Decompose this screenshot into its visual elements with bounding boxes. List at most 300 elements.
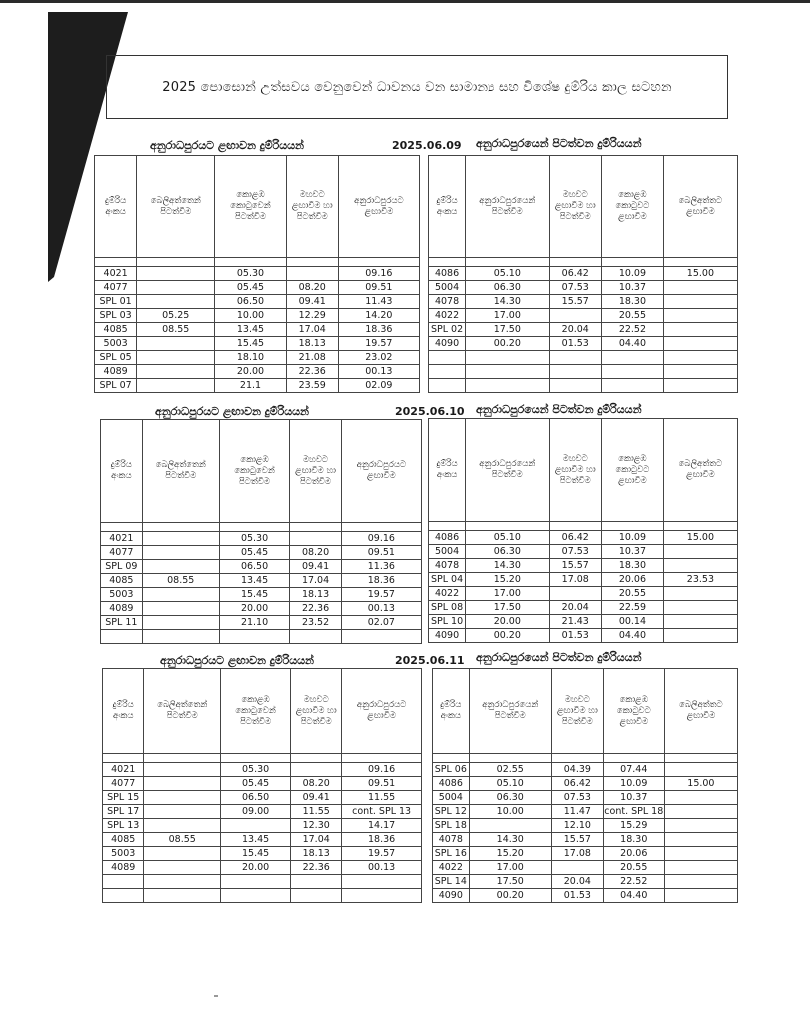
time-cell — [290, 630, 341, 644]
time-cell: 00.20 — [466, 337, 549, 351]
table-row — [101, 532, 422, 546]
time-cell — [549, 351, 602, 365]
table-row — [429, 281, 738, 295]
table-row — [95, 337, 420, 351]
train-number-cell: 4089 — [103, 861, 144, 875]
time-cell — [602, 351, 664, 365]
time-cell — [142, 630, 219, 644]
table-row — [103, 875, 422, 889]
time-cell — [549, 309, 602, 323]
time-cell: 02.09 — [338, 379, 419, 393]
time-cell: 21.43 — [549, 615, 602, 629]
time-cell: 06.50 — [221, 791, 291, 805]
time-cell: 05.30 — [221, 763, 291, 777]
time-cell: 09.00 — [221, 805, 291, 819]
column-header: බෙලිඅත්තට ළඟාවීම — [663, 156, 737, 258]
column-header: බෙලිඅත්තට ළඟාවීම — [663, 419, 737, 522]
time-cell — [219, 630, 290, 644]
time-cell: 04.39 — [551, 763, 603, 777]
time-cell — [663, 295, 737, 309]
time-cell: 15.20 — [466, 573, 549, 587]
table-row — [433, 763, 738, 777]
time-cell: 09.16 — [341, 532, 421, 546]
column-header: මහවට ළඟාවීම හා පිටත්වීම — [290, 420, 341, 523]
time-cell — [144, 889, 221, 903]
time-cell: 18.30 — [602, 559, 664, 573]
time-cell: 20.00 — [215, 365, 287, 379]
time-cell — [664, 805, 737, 819]
time-cell: 14.20 — [338, 309, 419, 323]
time-cell — [142, 532, 219, 546]
spacer-cell — [144, 754, 221, 763]
time-cell: 15.57 — [549, 559, 602, 573]
train-number-cell — [429, 379, 466, 393]
train-number-cell: 4085 — [95, 323, 137, 337]
time-cell: 08.20 — [286, 281, 338, 295]
time-cell: 10.00 — [215, 309, 287, 323]
spacer-cell — [219, 523, 290, 532]
time-cell — [142, 546, 219, 560]
time-cell: 20.06 — [602, 573, 664, 587]
time-cell: 18.30 — [603, 833, 664, 847]
time-cell — [144, 791, 221, 805]
time-cell — [664, 819, 737, 833]
table-row — [433, 805, 738, 819]
time-cell: 00.13 — [338, 365, 419, 379]
time-cell: 17.50 — [466, 601, 549, 615]
train-number-cell: 4086 — [429, 267, 466, 281]
time-cell: 05.10 — [466, 267, 549, 281]
table-row — [103, 791, 422, 805]
train-number-cell: SPL 02 — [429, 323, 466, 337]
column-header: දුම්රිය අංකය — [103, 669, 144, 754]
spacer-cell — [549, 522, 602, 531]
time-cell: 09.41 — [286, 295, 338, 309]
document-title: 2025 පොසොන් උත්සවය වෙනුවෙන් ධාවනය වන සාමාන්‍ය සහ විශේෂ දුම්රිය කාල සටහන — [106, 55, 728, 119]
section-3-out-title: අනුරාධපුරයෙන් පිටත්වන දුම්රියයන් — [476, 651, 642, 664]
section-1-date: 2025.06.09 — [392, 139, 462, 152]
train-number-cell: SPL 01 — [95, 295, 137, 309]
time-cell — [551, 861, 603, 875]
time-cell: 05.10 — [466, 531, 549, 545]
time-cell: 02.55 — [469, 763, 551, 777]
table-row — [101, 630, 422, 644]
column-header: අනුරාධපුරයට ළඟාවීම — [342, 669, 422, 754]
section-2-in-title: අනුරාධපුරයට ළඟාවන දුම්රියයන් — [155, 405, 309, 418]
time-cell — [341, 630, 421, 644]
table-row — [429, 587, 738, 601]
train-number-cell: 4078 — [433, 833, 470, 847]
section-3-in-title: අනුරාධපුරයට ළඟාවන දුම්රියයන් — [160, 654, 314, 667]
time-cell: 06.50 — [219, 560, 290, 574]
table-row — [433, 847, 738, 861]
time-cell — [144, 847, 221, 861]
train-number-cell: 4078 — [429, 559, 466, 573]
time-cell — [137, 295, 215, 309]
time-cell — [144, 819, 221, 833]
train-number-cell: SPL 12 — [433, 805, 470, 819]
train-number-cell: 4022 — [429, 587, 466, 601]
time-cell: 14.30 — [466, 559, 549, 573]
time-cell: 04.40 — [602, 337, 664, 351]
column-header: කොළඹ කොටුවට ළඟාවීම — [602, 419, 664, 522]
train-number-cell: SPL 07 — [95, 379, 137, 393]
time-cell — [291, 763, 342, 777]
time-cell: 12.29 — [286, 309, 338, 323]
time-cell: 17.00 — [469, 861, 551, 875]
train-number-cell: SPL 03 — [95, 309, 137, 323]
spacer-cell — [429, 522, 466, 531]
train-number-cell: SPL 04 — [429, 573, 466, 587]
time-cell: 17.04 — [291, 833, 342, 847]
time-cell: 22.36 — [291, 861, 342, 875]
time-cell: 15.00 — [664, 777, 737, 791]
table-row — [95, 281, 420, 295]
time-cell: 05.30 — [219, 532, 290, 546]
time-cell — [663, 337, 737, 351]
time-cell: 23.02 — [338, 351, 419, 365]
time-cell — [142, 560, 219, 574]
section-1-out-title: අනුරාධපුරයෙන් පිටත්වන දුම්රියයන් — [476, 137, 642, 150]
train-number-cell: SPL 17 — [103, 805, 144, 819]
time-cell — [663, 309, 737, 323]
time-cell: 09.41 — [290, 560, 341, 574]
spacer-cell — [215, 258, 287, 267]
train-number-cell: 5003 — [101, 588, 143, 602]
spacer-cell — [602, 522, 664, 531]
column-header: කොළඹ කොටුවෙන් පිටත්වීම — [215, 156, 287, 258]
time-cell: 18.13 — [291, 847, 342, 861]
column-header: කොළඹ කොටුවෙන් පිටත්වීම — [219, 420, 290, 523]
time-cell: 22.59 — [602, 601, 664, 615]
table-row — [103, 777, 422, 791]
table-1-departures — [428, 155, 738, 393]
time-cell — [342, 889, 422, 903]
time-cell: 06.30 — [466, 281, 549, 295]
time-cell — [602, 379, 664, 393]
train-number-cell: 4021 — [103, 763, 144, 777]
spacer-cell — [290, 523, 341, 532]
time-cell: 06.30 — [466, 545, 549, 559]
time-cell: 15.45 — [215, 337, 287, 351]
time-cell: 08.55 — [142, 574, 219, 588]
time-cell — [663, 629, 737, 643]
time-cell: 19.57 — [338, 337, 419, 351]
time-cell: 15.00 — [663, 267, 737, 281]
time-cell: 23.59 — [286, 379, 338, 393]
train-number-cell — [103, 875, 144, 889]
spacer-cell — [142, 523, 219, 532]
time-cell: 00.14 — [602, 615, 664, 629]
time-cell — [664, 791, 737, 805]
table-row — [429, 379, 738, 393]
time-cell: 10.37 — [602, 545, 664, 559]
time-cell: 17.00 — [466, 309, 549, 323]
time-cell: 18.30 — [602, 295, 664, 309]
table-row — [101, 602, 422, 616]
column-header: අනුරාධපුරයට ළඟාවීම — [338, 156, 419, 258]
time-cell: 18.13 — [286, 337, 338, 351]
time-cell: 15.29 — [603, 819, 664, 833]
column-header: අනුරාධපුරයෙන් පිටත්වීම — [466, 419, 549, 522]
train-number-cell — [429, 351, 466, 365]
time-cell: 17.50 — [466, 323, 549, 337]
time-cell — [221, 819, 291, 833]
spacer-cell — [137, 258, 215, 267]
spacer-cell — [286, 258, 338, 267]
table-row — [429, 309, 738, 323]
train-number-cell: SPL 15 — [103, 791, 144, 805]
time-cell — [664, 847, 737, 861]
time-cell: cont. SPL 18 — [604, 806, 664, 817]
time-cell — [469, 819, 551, 833]
time-cell — [137, 351, 215, 365]
time-cell: 17.04 — [286, 323, 338, 337]
table-row — [429, 295, 738, 309]
train-number-cell: SPL 05 — [95, 351, 137, 365]
table-row — [433, 819, 738, 833]
time-cell: 15.57 — [549, 295, 602, 309]
section-1-in-title: අනුරාධපුරයට ළඟාවන දුම්රියයන් — [150, 139, 304, 152]
time-cell: 19.57 — [342, 847, 422, 861]
time-cell — [664, 861, 737, 875]
train-number-cell: 4085 — [101, 574, 143, 588]
spacer-cell — [101, 523, 143, 532]
table-row — [101, 574, 422, 588]
column-header: මහවට ළඟාවීම හා පිටත්වීම — [549, 156, 602, 258]
train-number-cell: 4089 — [95, 365, 137, 379]
train-number-cell: SPL 08 — [429, 601, 466, 615]
spacer-cell — [291, 754, 342, 763]
table-row — [95, 323, 420, 337]
time-cell — [466, 351, 549, 365]
train-number-cell: 4090 — [429, 629, 466, 643]
train-number-cell: SPL 06 — [433, 763, 470, 777]
time-cell — [663, 365, 737, 379]
time-cell: 18.36 — [341, 574, 421, 588]
spacer-cell — [549, 258, 602, 267]
time-cell: 04.40 — [602, 629, 664, 643]
time-cell: 14.30 — [469, 833, 551, 847]
time-cell: 00.13 — [341, 602, 421, 616]
time-cell: 09.16 — [342, 763, 422, 777]
time-cell: 09.41 — [291, 791, 342, 805]
time-cell: cont. SPL 13 — [342, 805, 422, 819]
train-number-cell: 4086 — [429, 531, 466, 545]
time-cell: 17.04 — [290, 574, 341, 588]
table-row — [429, 601, 738, 615]
time-cell: 07.44 — [603, 763, 664, 777]
time-cell — [144, 805, 221, 819]
table-row — [103, 861, 422, 875]
time-cell: 20.04 — [549, 601, 602, 615]
time-cell — [664, 875, 737, 889]
time-cell: 11.36 — [341, 560, 421, 574]
table-row — [429, 629, 738, 643]
time-cell: 11.55 — [291, 805, 342, 819]
train-number-cell: 4086 — [433, 777, 470, 791]
table-row — [433, 875, 738, 889]
top-border — [0, 0, 810, 3]
train-number-cell: 4090 — [429, 337, 466, 351]
column-header: මහවට ළඟාවීම හා පිටත්වීම — [286, 156, 338, 258]
time-cell: 21.1 — [215, 379, 287, 393]
time-cell — [142, 588, 219, 602]
time-cell — [286, 267, 338, 281]
time-cell: 07.53 — [549, 281, 602, 295]
time-cell — [466, 379, 549, 393]
time-cell: 07.53 — [549, 545, 602, 559]
table-3-departures — [432, 668, 738, 903]
time-cell — [549, 365, 602, 379]
table-2-arrivals — [100, 419, 422, 644]
table-3-arrivals — [102, 668, 422, 903]
time-cell — [663, 323, 737, 337]
time-cell — [663, 559, 737, 573]
time-cell: 22.36 — [286, 365, 338, 379]
time-cell: 02.07 — [341, 616, 421, 630]
time-cell: 18.10 — [215, 351, 287, 365]
time-cell — [144, 763, 221, 777]
table-row — [103, 847, 422, 861]
time-cell: 17.50 — [469, 875, 551, 889]
column-header: කොළඹ කොටුවෙන් පිටත්වීම — [221, 669, 291, 754]
table-row — [103, 805, 422, 819]
time-cell: 14.30 — [466, 295, 549, 309]
train-number-cell: SPL 14 — [433, 875, 470, 889]
time-cell: 08.55 — [144, 833, 221, 847]
section-2-date: 2025.06.10 — [395, 405, 465, 418]
column-header: බෙලිඅත්තෙන් පිටත්වීම — [144, 669, 221, 754]
train-number-cell: 4077 — [95, 281, 137, 295]
time-cell: 01.53 — [551, 889, 603, 903]
table-row — [101, 560, 422, 574]
time-cell: 05.25 — [137, 309, 215, 323]
time-cell: 15.00 — [663, 531, 737, 545]
time-cell: 15.45 — [219, 588, 290, 602]
time-cell: 22.52 — [603, 875, 664, 889]
table-row — [95, 267, 420, 281]
time-cell: 01.53 — [549, 337, 602, 351]
time-cell: 09.16 — [338, 267, 419, 281]
train-number-cell: 4077 — [101, 546, 143, 560]
table-row — [429, 531, 738, 545]
spacer-cell — [663, 258, 737, 267]
spacer-cell — [551, 754, 603, 763]
time-cell: 06.42 — [549, 531, 602, 545]
train-number-cell: 5004 — [433, 791, 470, 805]
time-cell — [291, 889, 342, 903]
time-cell: 06.30 — [469, 791, 551, 805]
train-number-cell: SPL 10 — [429, 615, 466, 629]
column-header: මහවට ළඟාවීම හා පිටත්වීම — [549, 419, 602, 522]
time-cell — [142, 616, 219, 630]
table-row — [429, 559, 738, 573]
train-number-cell — [101, 630, 143, 644]
time-cell: 20.04 — [549, 323, 602, 337]
time-cell — [144, 777, 221, 791]
train-number-cell: 4022 — [429, 309, 466, 323]
time-cell: 08.20 — [291, 777, 342, 791]
train-number-cell: SPL 18 — [433, 819, 470, 833]
spacer-cell — [664, 754, 737, 763]
table-row — [101, 616, 422, 630]
time-cell: 11.47 — [551, 805, 603, 819]
column-header: දුම්රිය අංකය — [429, 156, 466, 258]
column-header: මහවට ළඟාවීම හා පිටත්වීම — [291, 669, 342, 754]
time-cell: 20.55 — [602, 587, 664, 601]
spacer-cell — [95, 258, 137, 267]
time-cell: 21.08 — [286, 351, 338, 365]
train-number-cell: 4078 — [429, 295, 466, 309]
column-header: කොළඹ කොටුවට ළඟාවීම — [602, 156, 664, 258]
time-cell: 18.36 — [338, 323, 419, 337]
time-cell: 07.53 — [551, 791, 603, 805]
table-2-departures — [428, 418, 738, 643]
time-cell — [663, 379, 737, 393]
table-row — [101, 588, 422, 602]
time-cell: 20.00 — [219, 602, 290, 616]
table-row — [103, 889, 422, 903]
time-cell: 22.36 — [290, 602, 341, 616]
train-number-cell: 5003 — [95, 337, 137, 351]
train-number-cell: 5004 — [429, 545, 466, 559]
column-header: අනුරාධපුරයට ළඟාවීම — [341, 420, 421, 523]
time-cell: 19.57 — [341, 588, 421, 602]
table-row — [433, 889, 738, 903]
time-cell: 01.53 — [549, 629, 602, 643]
table-row — [101, 546, 422, 560]
time-cell: 10.09 — [603, 777, 664, 791]
time-cell — [664, 833, 737, 847]
table-row — [95, 379, 420, 393]
column-header: දුම්රිය අංකය — [429, 419, 466, 522]
spacer-cell — [221, 754, 291, 763]
time-cell: 08.55 — [137, 323, 215, 337]
time-cell — [137, 267, 215, 281]
time-cell: 00.20 — [466, 629, 549, 643]
time-cell: 10.00 — [469, 805, 551, 819]
time-cell: 23.52 — [290, 616, 341, 630]
column-header: බෙලිඅත්තෙන් පිටත්වීම — [142, 420, 219, 523]
time-cell: 13.45 — [219, 574, 290, 588]
train-number-cell: SPL 09 — [101, 560, 143, 574]
spacer-cell — [338, 258, 419, 267]
time-cell: 05.10 — [469, 777, 551, 791]
time-cell: 05.45 — [219, 546, 290, 560]
time-cell: 13.45 — [215, 323, 287, 337]
time-cell — [663, 545, 737, 559]
time-cell: 12.30 — [291, 819, 342, 833]
scan-speck — [214, 995, 218, 997]
column-header: අනුරාධපුරයෙන් පිටත්වීම — [469, 669, 551, 754]
time-cell — [221, 889, 291, 903]
time-cell — [142, 602, 219, 616]
time-cell: 04.40 — [603, 889, 664, 903]
train-number-cell: SPL 11 — [101, 616, 143, 630]
time-cell — [602, 365, 664, 379]
spacer-cell — [466, 522, 549, 531]
time-cell — [221, 875, 291, 889]
spacer-cell — [469, 754, 551, 763]
spacer-cell — [602, 258, 664, 267]
column-header: බෙලිඅත්තෙන් පිටත්වීම — [137, 156, 215, 258]
time-cell — [664, 763, 737, 777]
time-cell — [466, 365, 549, 379]
time-cell — [549, 587, 602, 601]
time-cell: 09.51 — [341, 546, 421, 560]
train-number-cell — [429, 365, 466, 379]
